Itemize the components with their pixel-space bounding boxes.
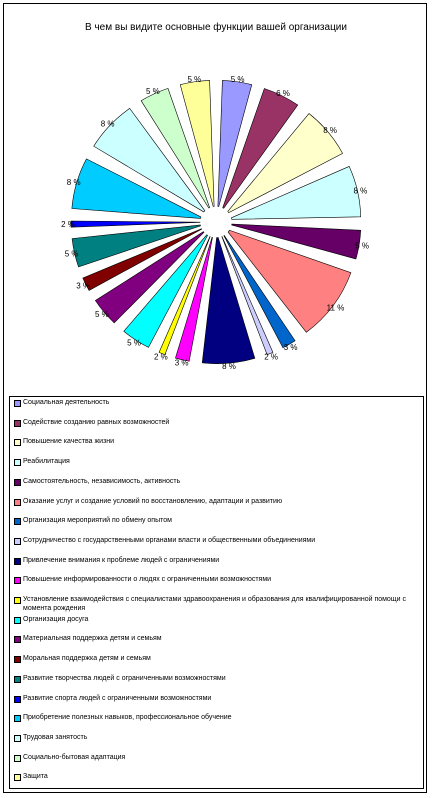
- legend-swatch: [14, 479, 21, 486]
- legend-label: Защита: [23, 773, 48, 781]
- legend-item: [14, 477, 418, 486]
- legend-label: Повышение информированности о людях с ограниченными возможностями: [23, 576, 272, 584]
- legend-label: Приобретение полезных навыков, профессиональное обучение: [23, 714, 232, 722]
- chart-legend: [9, 396, 424, 789]
- legend-item: [14, 772, 418, 781]
- legend-item: [14, 753, 418, 762]
- legend-item: [14, 634, 418, 643]
- legend-item: [14, 536, 418, 545]
- slice-data-label: 5 %: [64, 249, 79, 259]
- slice-data-label: 8 %: [222, 362, 236, 372]
- slice-data-label: 6 %: [276, 89, 290, 98]
- slice-data-label: 5 %: [230, 74, 245, 84]
- legend-label: Реабилитация: [23, 458, 70, 466]
- legend-swatch: [14, 696, 21, 703]
- legend-item: [14, 497, 418, 506]
- slice-data-label: 5 %: [127, 338, 141, 348]
- slice-data-label: 3 %: [283, 342, 298, 352]
- legend-swatch: [14, 636, 21, 643]
- legend-swatch: [14, 518, 21, 525]
- legend-label: Организация досуга: [23, 615, 89, 623]
- legend-item: [14, 595, 418, 613]
- legend-item: [14, 556, 418, 565]
- legend-item: [14, 615, 418, 624]
- slice-data-label: 2 %: [154, 352, 168, 362]
- slice-data-label: 8 %: [100, 119, 115, 129]
- legend-swatch: [14, 774, 21, 781]
- legend-item: [14, 713, 418, 722]
- legend-label: Развитие спорта людей с ограниченными возможностями: [23, 694, 212, 702]
- pie-chart: [0, 0, 432, 398]
- chart-title: В чем вы видите основные функции вашей организации: [85, 22, 347, 33]
- legend-label: Организация мероприятий по обмену опытом: [23, 517, 172, 525]
- legend-label: Повышение качества жизни: [23, 438, 115, 446]
- legend-swatch: [14, 656, 21, 663]
- legend-swatch: [14, 420, 21, 427]
- slice-data-label: 3 %: [174, 358, 189, 368]
- legend-label: Материальная поддержка детям и семьям: [23, 635, 162, 643]
- legend-swatch: [14, 676, 21, 683]
- slice-data-label: 2 %: [264, 352, 278, 362]
- legend-swatch: [14, 499, 21, 506]
- legend-swatch: [14, 617, 21, 624]
- legend-item: [14, 733, 418, 742]
- pie-slice: [71, 221, 200, 227]
- legend-item: [14, 418, 418, 427]
- legend-item: [14, 457, 418, 466]
- slice-data-label: 8 %: [353, 186, 368, 196]
- legend-label: Содействие созданию равных возможностей: [23, 418, 170, 426]
- slice-data-label: 5 %: [95, 310, 109, 320]
- legend-label: Сотрудничество с государственными органами власти и общественными объединениями: [23, 536, 316, 544]
- legend-label: Оказание услуг и создание условий по восстановлению, адаптации и развитию: [23, 497, 283, 505]
- legend-label: Социальная деятельность: [23, 399, 110, 406]
- legend-item: [14, 575, 418, 584]
- legend-label: Развитие творчества людей с ограниченными возможностями: [23, 674, 226, 682]
- legend-item: [14, 398, 418, 407]
- legend-swatch: [14, 558, 21, 565]
- legend-label: Привлечение внимания к проблеме людей с ограничениями: [23, 556, 220, 564]
- legend-swatch: [14, 538, 21, 545]
- slice-data-label: 5 %: [355, 241, 369, 251]
- legend-item: [14, 694, 418, 703]
- legend-swatch: [14, 459, 21, 466]
- legend-item: [14, 516, 418, 525]
- slice-data-label: 11 %: [326, 303, 345, 313]
- legend-swatch: [14, 577, 21, 584]
- slice-data-label: 8 %: [66, 178, 81, 188]
- legend-label: Трудовая занятость: [23, 733, 88, 741]
- legend-swatch: [14, 715, 21, 722]
- slice-data-label: 3 %: [76, 281, 90, 291]
- legend-label: Установление взаимодействия с специалистами здравоохранения и образования для квалифицированной помощи с момента рождения: [23, 596, 406, 612]
- legend-item: [14, 674, 418, 683]
- legend-swatch: [14, 400, 21, 407]
- legend-label: Самостоятельность, независимость, активность: [23, 477, 181, 485]
- slice-data-label: 5 %: [187, 74, 202, 84]
- legend-swatch: [14, 439, 21, 446]
- slice-data-label: 8 %: [323, 125, 337, 135]
- legend-swatch: [14, 735, 21, 742]
- slice-data-label: 2 %: [61, 220, 75, 230]
- legend-label: Социально-бытовая адаптация: [23, 753, 126, 761]
- legend-item: [14, 654, 418, 663]
- slice-data-label: 5 %: [146, 87, 160, 97]
- legend-item: [14, 437, 418, 446]
- legend-label: Моральная поддержка детям и семьям: [23, 655, 151, 663]
- legend-swatch: [14, 755, 21, 762]
- legend-swatch: [14, 597, 21, 604]
